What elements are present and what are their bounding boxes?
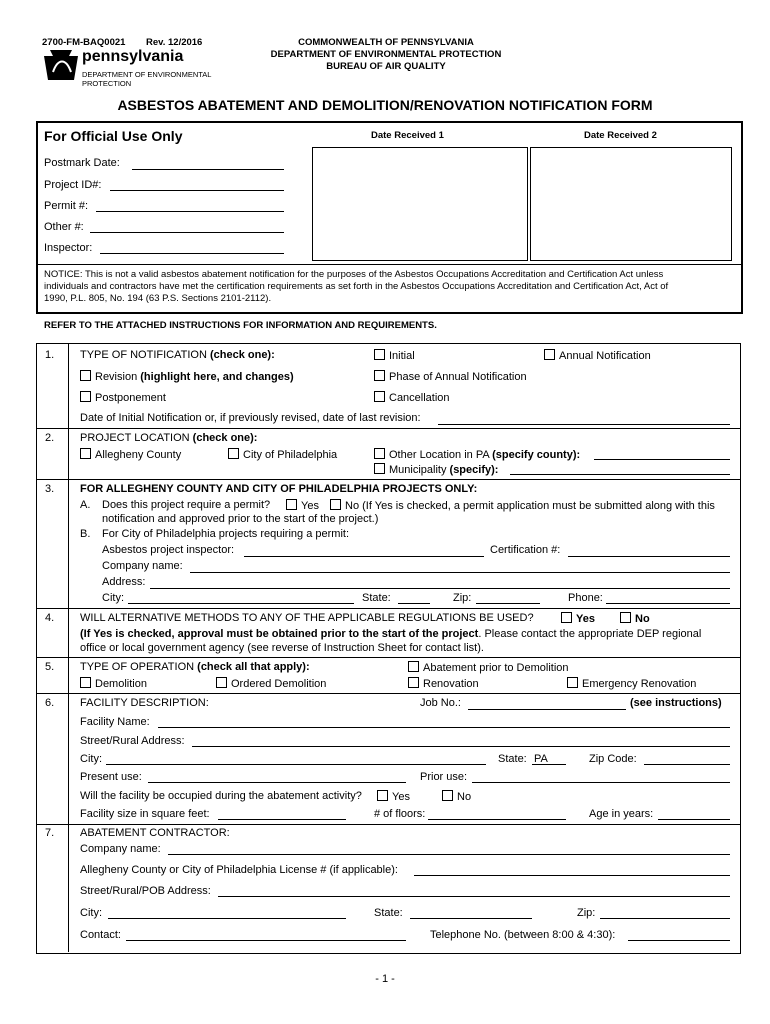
- notice-divider: [36, 264, 741, 265]
- s3-city-label: City:: [102, 592, 124, 604]
- s3-label: FOR ALLEGHENY COUNTY AND CITY OF PHILADELPHIA PROJECTS ONLY:: [80, 483, 478, 495]
- s3-city-field[interactable]: [128, 603, 354, 604]
- allegheny-option[interactable]: [80, 448, 181, 461]
- floors-label: # of floors:: [374, 808, 426, 820]
- cancellation-option[interactable]: [374, 391, 450, 404]
- revision-checkbox[interactable]: [80, 370, 91, 381]
- number-column-divider: [68, 343, 69, 952]
- facility-state-value: PA: [534, 753, 548, 765]
- project-id-field[interactable]: [110, 190, 284, 191]
- s1-label-text: TYPE OF NOTIFICATION: [80, 349, 210, 361]
- s3-phone-label: Phone:: [568, 592, 603, 604]
- other-label: Other #:: [44, 221, 84, 233]
- initial-checkbox[interactable]: [374, 349, 385, 360]
- pa-logo: [44, 50, 78, 83]
- alt-no-label: No: [635, 613, 650, 625]
- philadelphia-option[interactable]: [228, 448, 337, 461]
- s2-label-text: PROJECT LOCATION: [80, 432, 193, 444]
- keystone-icon: [44, 50, 78, 80]
- s1-label: [80, 349, 275, 361]
- project-inspector-label: Asbestos project inspector:: [102, 544, 235, 556]
- license-label: Allegheny County or City of Philadelphia License # (if applicable):: [80, 864, 398, 876]
- phase-option[interactable]: [374, 370, 527, 383]
- facility-zip-field[interactable]: [644, 764, 730, 765]
- s5-label-text: TYPE OF OPERATION: [80, 661, 198, 673]
- s5-label-bold: (check all that apply):: [197, 661, 310, 673]
- other-location-checkbox[interactable]: [374, 448, 385, 459]
- section-3-number: 3.: [45, 483, 55, 495]
- permit-field[interactable]: [96, 211, 284, 212]
- ordered-demolition-label: Ordered Demolition: [231, 678, 327, 690]
- contractor-city-label: City:: [80, 907, 102, 919]
- contractor-state-field[interactable]: [410, 918, 532, 919]
- age-field[interactable]: [658, 819, 730, 820]
- alt-no-checkbox[interactable]: [620, 612, 631, 623]
- other-location-option[interactable]: [374, 448, 580, 461]
- s2-label: [80, 432, 257, 444]
- certification-field[interactable]: [568, 556, 730, 557]
- permit-label: Permit #:: [44, 200, 89, 212]
- initial-option[interactable]: [374, 349, 415, 362]
- project-inspector-field[interactable]: [244, 556, 484, 557]
- refer-instructions: REFER TO THE ATTACHED INSTRUCTIONS FOR INFORMATION AND REQUIREMENTS.: [44, 320, 437, 331]
- renovation-option[interactable]: [408, 677, 479, 690]
- permit-yes-option[interactable]: [286, 499, 319, 512]
- other-location-label: Other Location in PA: [389, 449, 493, 461]
- phase-label: Phase of Annual Notification: [389, 371, 527, 383]
- revision-option[interactable]: [80, 370, 294, 383]
- date-received-2-box[interactable]: [530, 147, 732, 261]
- municipality-option[interactable]: [374, 463, 498, 476]
- permit-yes-label: Yes: [301, 500, 319, 512]
- section-2-number: 2.: [45, 432, 55, 444]
- row-divider-6: [36, 824, 740, 825]
- age-label: Age in years:: [589, 808, 654, 820]
- section-1-number: 1.: [45, 349, 55, 361]
- section-6-number: 6.: [45, 697, 55, 709]
- alt-no-option[interactable]: [620, 612, 650, 625]
- phase-checkbox[interactable]: [374, 370, 385, 381]
- s3-a-question: Does this project require a permit?: [102, 499, 271, 511]
- section-4-number: 4.: [45, 612, 55, 624]
- facility-name-field[interactable]: [158, 727, 730, 728]
- alt-yes-checkbox[interactable]: [561, 612, 572, 623]
- facility-size-field[interactable]: [218, 819, 346, 820]
- demolition-checkbox[interactable]: [80, 677, 91, 688]
- project-id-label: Project ID#:: [44, 179, 102, 191]
- floors-field[interactable]: [428, 819, 566, 820]
- s4-note-bold: (If Yes is checked, approval must be obtained prior to the start of the project: [80, 628, 479, 640]
- last-revision-field[interactable]: [438, 424, 730, 425]
- emergency-renovation-option[interactable]: [567, 677, 696, 690]
- other-field[interactable]: [90, 232, 284, 233]
- philadelphia-checkbox[interactable]: [228, 448, 239, 459]
- s3-address-label: Address:: [102, 576, 146, 588]
- contact-label: Contact:: [80, 929, 121, 941]
- facility-name-label: Facility Name:: [80, 716, 150, 728]
- postmark-label: Postmark Date:: [44, 157, 120, 169]
- s3-a-letter: A.: [80, 499, 91, 511]
- date-received-1-box[interactable]: [312, 147, 528, 261]
- emergency-renovation-checkbox[interactable]: [567, 677, 578, 688]
- demolition-option[interactable]: [80, 677, 147, 690]
- s3-b-letter: B.: [80, 528, 91, 540]
- inspector-label: Inspector:: [44, 242, 93, 254]
- cancellation-label: Cancellation: [389, 392, 450, 404]
- agency-line-1: COMMONWEALTH OF PENNSYLVANIA: [298, 37, 474, 48]
- s3-address-field[interactable]: [150, 588, 730, 589]
- date-received-2-label: Date Received 2: [584, 130, 657, 141]
- county-field[interactable]: [594, 459, 730, 460]
- postponement-checkbox[interactable]: [80, 391, 91, 402]
- allegheny-checkbox[interactable]: [80, 448, 91, 459]
- abatement-option[interactable]: [408, 661, 569, 674]
- s4-note-line-1: [80, 628, 701, 640]
- job-no-field[interactable]: [468, 709, 626, 710]
- form-title: ASBESTOS ABATEMENT AND DEMOLITION/RENOVATION NOTIFICATION FORM: [117, 97, 653, 113]
- facility-size-label: Facility size in square feet:: [80, 808, 210, 820]
- prior-use-label: Prior use:: [420, 771, 468, 783]
- ordered-demolition-option[interactable]: [216, 677, 326, 690]
- contractor-street-label: Street/Rural/POB Address:: [80, 885, 211, 897]
- cancellation-checkbox[interactable]: [374, 391, 385, 402]
- philadelphia-label: City of Philadelphia: [243, 449, 338, 461]
- facility-state-field[interactable]: [532, 764, 566, 765]
- telephone-label: Telephone No. (between 8:00 & 4:30):: [430, 929, 616, 941]
- postponement-option[interactable]: [80, 391, 166, 404]
- occupied-question: Will the facility be occupied during the abatement activity?: [80, 790, 362, 802]
- facility-street-field[interactable]: [192, 746, 730, 747]
- s4-label: WILL ALTERNATIVE METHODS TO ANY OF THE APPLICABLE REGULATIONS BE USED?: [80, 612, 534, 624]
- agency-line-2: DEPARTMENT OF ENVIRONMENTAL PROTECTION: [270, 49, 502, 60]
- contractor-company-field[interactable]: [168, 854, 730, 855]
- allegheny-label: Allegheny County: [95, 449, 182, 461]
- permit-yes-checkbox[interactable]: [286, 499, 297, 510]
- s3-zip-field[interactable]: [476, 603, 540, 604]
- s3-phone-field[interactable]: [606, 603, 730, 604]
- job-no-label: Job No.:: [420, 697, 461, 709]
- license-field[interactable]: [414, 875, 730, 876]
- facility-street-label: Street/Rural Address:: [80, 735, 185, 747]
- row-divider-3: [36, 608, 740, 609]
- logo-dept-2: PROTECTION: [82, 79, 132, 88]
- official-use-heading: For Official Use Only: [44, 128, 183, 144]
- revision-label: Revision: [95, 371, 141, 383]
- s3-company-label: Company name:: [102, 560, 183, 572]
- permit-no-label: No (If Yes is checked, a permit application must be submitted along with this: [345, 500, 715, 512]
- demolition-label: Demolition: [95, 678, 147, 690]
- renovation-checkbox[interactable]: [408, 677, 419, 688]
- certification-label: Certification #:: [490, 544, 561, 556]
- s3-company-field[interactable]: [190, 572, 730, 573]
- contact-field[interactable]: [126, 940, 406, 941]
- notice-line-2: individuals and contractors have met the certification requirements as set forth in the Asbestos Occupations Accreditation and Certification Act, Act of: [44, 281, 669, 292]
- annual-label: Annual Notification: [559, 350, 651, 362]
- s3-a-note: notification and approved prior to the start of the project.): [102, 513, 379, 525]
- ordered-demolition-checkbox[interactable]: [216, 677, 227, 688]
- occupied-no-checkbox[interactable]: [442, 790, 453, 801]
- occupied-no-option[interactable]: [442, 790, 471, 803]
- other-location-label-bold: (specify county):: [492, 449, 581, 461]
- logo-wordmark: pennsylvania: [82, 48, 184, 65]
- notice-line-1: NOTICE: This is not a valid asbestos abatement notification for the purposes of the Asbestos Occupations Accreditation and Certification Act unless: [44, 269, 664, 280]
- s4-note-line-2: office or local government agency (see reverse of Instruction Sheet for contact list).: [80, 642, 484, 654]
- prior-use-field[interactable]: [472, 782, 730, 783]
- s2-label-bold: (check one):: [192, 432, 258, 444]
- alt-yes-label: Yes: [576, 613, 595, 625]
- abatement-checkbox[interactable]: [408, 661, 419, 672]
- annual-checkbox[interactable]: [544, 349, 555, 360]
- alt-yes-option[interactable]: [561, 612, 595, 625]
- abatement-label: Abatement prior to Demolition: [423, 662, 569, 674]
- row-divider-5: [36, 693, 740, 694]
- facility-city-field[interactable]: [106, 764, 486, 765]
- contractor-street-field[interactable]: [218, 896, 730, 897]
- s1-label-bold: (check one):: [209, 349, 275, 361]
- emergency-renovation-label: Emergency Renovation: [582, 678, 697, 690]
- form-revision: Rev. 12/2016: [146, 37, 203, 48]
- permit-no-checkbox[interactable]: [330, 499, 341, 510]
- occupied-yes-option[interactable]: [377, 790, 410, 803]
- contractor-state-label: State:: [374, 907, 403, 919]
- row-divider-2: [36, 479, 740, 480]
- date-received-1-label: Date Received 1: [371, 130, 444, 141]
- occupied-yes-label: Yes: [392, 791, 410, 803]
- postmark-field[interactable]: [132, 169, 284, 170]
- initial-label: Initial: [389, 350, 415, 362]
- facility-zip-label: Zip Code:: [589, 753, 637, 765]
- page-number: - 1 -: [375, 973, 395, 985]
- form-code: 2700-FM-BAQ0021: [42, 37, 126, 48]
- s4-note-text: . Please contact the appropriate DEP regional: [478, 628, 702, 640]
- s3-state-label: State:: [362, 592, 391, 604]
- facility-state-label: State:: [498, 753, 527, 765]
- s3-b-text: For City of Philadelphia projects requiring a permit:: [102, 528, 350, 540]
- telephone-field[interactable]: [628, 940, 730, 941]
- s3-state-field[interactable]: [398, 603, 430, 604]
- logo-dept-1: DEPARTMENT OF ENVIRONMENTAL: [82, 70, 212, 79]
- row-divider-1: [36, 428, 740, 429]
- agency-line-3: BUREAU OF AIR QUALITY: [326, 61, 446, 72]
- present-use-field[interactable]: [148, 782, 406, 783]
- permit-no-option[interactable]: [330, 499, 715, 512]
- row-divider-4: [36, 657, 740, 658]
- contractor-company-label: Company name:: [80, 843, 161, 855]
- revision-label-bold: (highlight here, and changes): [140, 371, 294, 383]
- annual-option[interactable]: [544, 349, 651, 362]
- notice-line-3: 1990, P.L. 805, No. 194 (63 P.S. Sections 2101-2112).: [44, 293, 272, 304]
- postponement-label: Postponement: [95, 392, 166, 404]
- present-use-label: Present use:: [80, 771, 142, 783]
- contractor-city-field[interactable]: [108, 918, 346, 919]
- municipality-checkbox[interactable]: [374, 463, 385, 474]
- s5-label: [80, 661, 310, 673]
- municipality-label-bold: (specify):: [449, 464, 499, 476]
- last-revision-label: Date of Initial Notification or, if previously revised, date of last revision:: [80, 412, 421, 424]
- section-7-number: 7.: [45, 827, 55, 839]
- occupied-no-label: No: [457, 791, 472, 803]
- occupied-yes-checkbox[interactable]: [377, 790, 388, 801]
- facility-city-label: City:: [80, 753, 102, 765]
- s7-label: ABATEMENT CONTRACTOR:: [80, 827, 230, 839]
- contractor-zip-label: Zip:: [577, 907, 596, 919]
- inspector-field[interactable]: [100, 253, 284, 254]
- municipality-field[interactable]: [510, 474, 730, 475]
- section-5-number: 5.: [45, 661, 55, 673]
- see-instructions: (see instructions): [630, 697, 722, 709]
- s3-zip-label: Zip:: [453, 592, 472, 604]
- renovation-label: Renovation: [423, 678, 479, 690]
- municipality-label: Municipality: [389, 464, 450, 476]
- s6-label: FACILITY DESCRIPTION:: [80, 697, 209, 709]
- contractor-zip-field[interactable]: [600, 918, 730, 919]
